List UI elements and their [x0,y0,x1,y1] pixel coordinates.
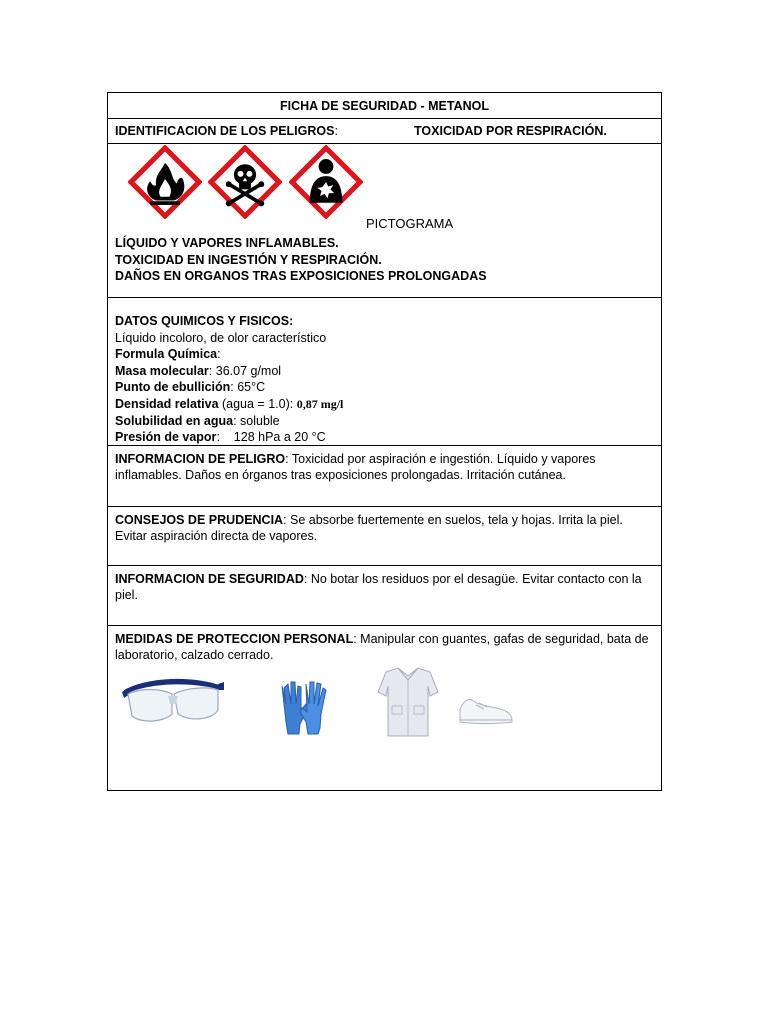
pictogram-group [126,145,361,223]
hazard-information-text: INFORMACION DE PELIGRO: Toxicidad por aspiración e ingestión. Líquido y vapores inflamables. Daños en órganos tras exposiciones prolongadas. Irritación cutánea. [115,452,596,482]
chemical-data-heading: DATOS QUIMICOS Y FISICOS: [115,314,294,328]
molecular-mass-line: Masa molecular: 36.07 g/mol [115,363,282,378]
pictogram-label: PICTOGRAMA [366,216,454,231]
boiling-point-line: Punto de ebullición: 65°C [115,380,266,395]
hazard-statements [115,235,487,285]
relative-density-line: Densidad relativa (agua = 1.0): 0,87 mg/l [115,396,344,411]
hazard-information-section [108,446,661,507]
flame-icon [128,145,202,219]
health-hazard-icon [289,145,363,219]
hazard-identification-colon: : [334,124,338,138]
precaution-advice-text: CONSEJOS DE PRUDENCIA: Se absorbe fuertemente en suelos, tela y hojas. Irrita la piel. Evitar aspiración directa de vapores. [115,513,623,543]
sheet-title: FICHA DE SEGURIDAD - METANOL [279,99,490,113]
density-value: 0,87 mg/l [296,396,344,411]
chemical-data-list [115,313,343,446]
precaution-advice-section [108,507,661,566]
hazard-identification-label: IDENTIFICACION DE LOS PELIGROS [115,124,335,138]
chemical-physical-data-section [108,298,661,446]
chemical-description: Líquido incoloro, de olor característico [115,330,327,345]
formula-line: Formula Química: [115,347,221,362]
hazard-statement: DAÑOS EN ORGANOS TRAS EXPOSICIONES PROLONGADAS [115,269,487,283]
vapor-pressure-line: Presión de vapor: 128 hPa a 20 °C [115,430,326,445]
safety-information-section [108,566,661,626]
hazard-statement: TOXICIDAD EN INGESTIÓN Y RESPIRACIÓN. [115,252,382,267]
solubility-line: Solubilidad en agua: soluble [115,413,280,428]
closed-shoe-icon [456,692,516,728]
skull-crossbones-icon [208,145,282,219]
personal-protection-text: MEDIDAS DE PROTECCION PERSONAL: Manipular con guantes, gafas de seguridad, bata de laboratorio, calzado cerrado. [115,632,649,662]
hazard-identification-heading [115,119,338,144]
hazard-identification-value: TOXICIDAD POR RESPIRACIÓN. [414,124,607,138]
gloves-icon [272,674,338,736]
safety-data-sheet [107,92,662,791]
safety-goggles-icon [120,668,226,728]
safety-information-text: INFORMACION DE SEGURIDAD: No botar los residuos por el desagüe. Evitar contacto con la piel. [115,572,642,602]
personal-protection-section [108,626,661,791]
pictograms-section [108,144,661,298]
lab-coat-icon [376,666,440,738]
hazard-statement: LÍQUIDO Y VAPORES INFLAMABLES. [115,236,339,250]
hazard-identification-row [108,119,661,144]
sheet-title-row [108,93,661,119]
